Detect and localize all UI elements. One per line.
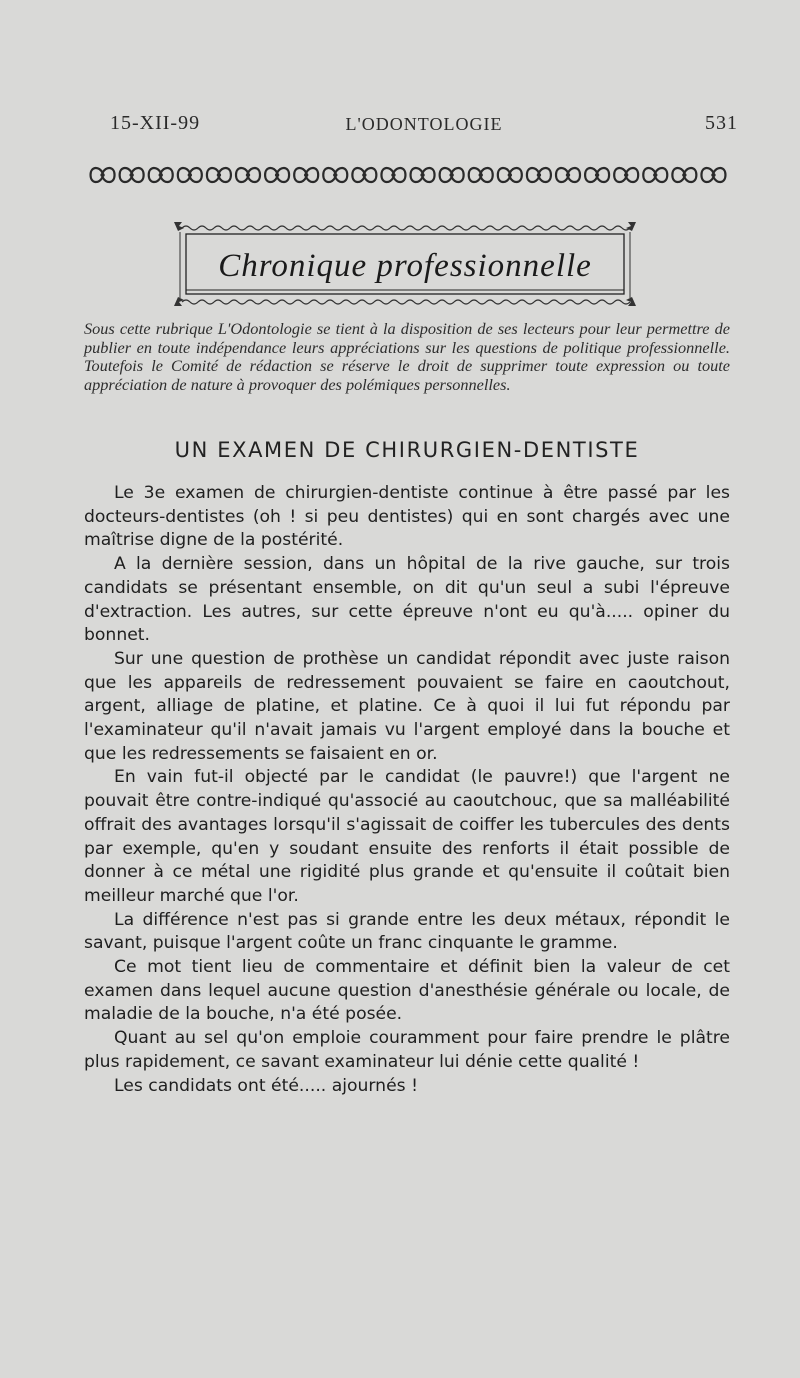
fleuron-icon: [498, 168, 522, 182]
journal-name: L'ODONTOLOGIE: [345, 114, 503, 134]
fleuron-icon: [120, 168, 144, 182]
fleuron-icon: [556, 168, 580, 182]
fleuron-icon: [701, 168, 725, 182]
fleuron-icon: [265, 168, 289, 182]
fleuron-icon: [178, 168, 202, 182]
paragraph: Le 3e examen de chirurgien-dentiste continue à être passé par les docteurs-dentistes (oh ! si peu dentistes) qui en sont chargés avec une maîtrise digne de la postérité.: [84, 483, 730, 551]
rubric-intro: Sous cette rubrique L'Odontologie se tient à la disposition de ses lecteurs pour leur permettre de publier en toute indépendance leurs appréciations sur les questions de politique professionnelle. Toutefois le Comité de rédaction se réserve le droit de supprimer toute expression ou toute appréciation de nature à provoquer des polémiques personnelles.: [84, 319, 730, 394]
fleuron-icon: [236, 168, 260, 182]
fleuron-icon: [585, 168, 609, 182]
fleuron-icon: [614, 168, 638, 182]
page-number: 531: [705, 112, 738, 134]
paragraph: Les candidats ont été..... ajournés !: [114, 1075, 418, 1096]
running-header: [110, 112, 738, 142]
fleuron-icon: [207, 168, 231, 182]
article-body: [84, 482, 730, 1098]
rubric-title-frame: [170, 218, 640, 310]
fleuron-icon: [440, 168, 464, 182]
paragraph: Ce mot tient lieu de commentaire et définit bien la valeur de cet examen dans lequel aucune question d'anesthésie générale ou locale, de maladie de la bouche, n'a été posée.: [84, 957, 730, 1025]
article-title: UN EXAMEN DE CHIRURGIEN-DENTISTE: [174, 438, 640, 462]
paragraph: En vain fut-il objecté par le candidat (le pauvre!) que l'argent ne pouvait être contre-indiqué qu'associé au caoutchouc, que sa malléabilité offrait des avantages lorsqu'il s'agissait de coiffer les tubercules des dents par exemple, qu'en y soudant ensuite des renforts il était possible de donner à ce métal une rigidité plus grande et qu'ensuite il coûtait bien meilleur marché que l'or.: [84, 767, 730, 906]
paragraph: Quant au sel qu'on emploie couramment pour faire prendre le plâtre plus rapidement, ce savant examinateur lui dénie cette qualité !: [84, 1028, 730, 1072]
issue-date: 15-XII-99: [110, 112, 201, 134]
rubric-title: Chronique professionnelle: [218, 248, 592, 284]
fleuron-icon: [91, 168, 115, 182]
paragraph: Sur une question de prothèse un candidat répondit avec juste raison que les appareils de redressement pouvaient se faire en caoutchout, argent, alliage de platine, et platine. Ce à quoi il lui fut répondu par l'examinateur qu'il n'avait jamais vu l'argent employé dans la bouche et que les redressements se faisaient en or.: [84, 648, 730, 764]
fleuron-icon: [323, 168, 347, 182]
fleuron-icon: [672, 168, 696, 182]
paragraph: La différence n'est pas si grande entre les deux métaux, répondit le savant, puisque l'argent coûte un franc cinquante le gramme.: [84, 909, 730, 954]
fleuron-icon: [294, 168, 318, 182]
paragraph: A la dernière session, dans un hôpital de la rive gauche, sur trois candidats se présentant ensemble, on dit qu'un seul a subi l'épreuve d'extraction. Les autres, sur cette épreuve n'ont eu qu'à..... opiner du bonnet.: [84, 554, 730, 646]
fleuron-icon: [643, 168, 667, 182]
fleuron-icon: [352, 168, 376, 182]
fleuron-icon: [149, 168, 173, 182]
fleuron-icon: [469, 168, 493, 182]
fleuron-icon: [381, 168, 405, 182]
fleuron-band-icon: [88, 160, 728, 190]
fleuron-icon: [411, 168, 435, 182]
fleuron-icon: [527, 168, 551, 182]
